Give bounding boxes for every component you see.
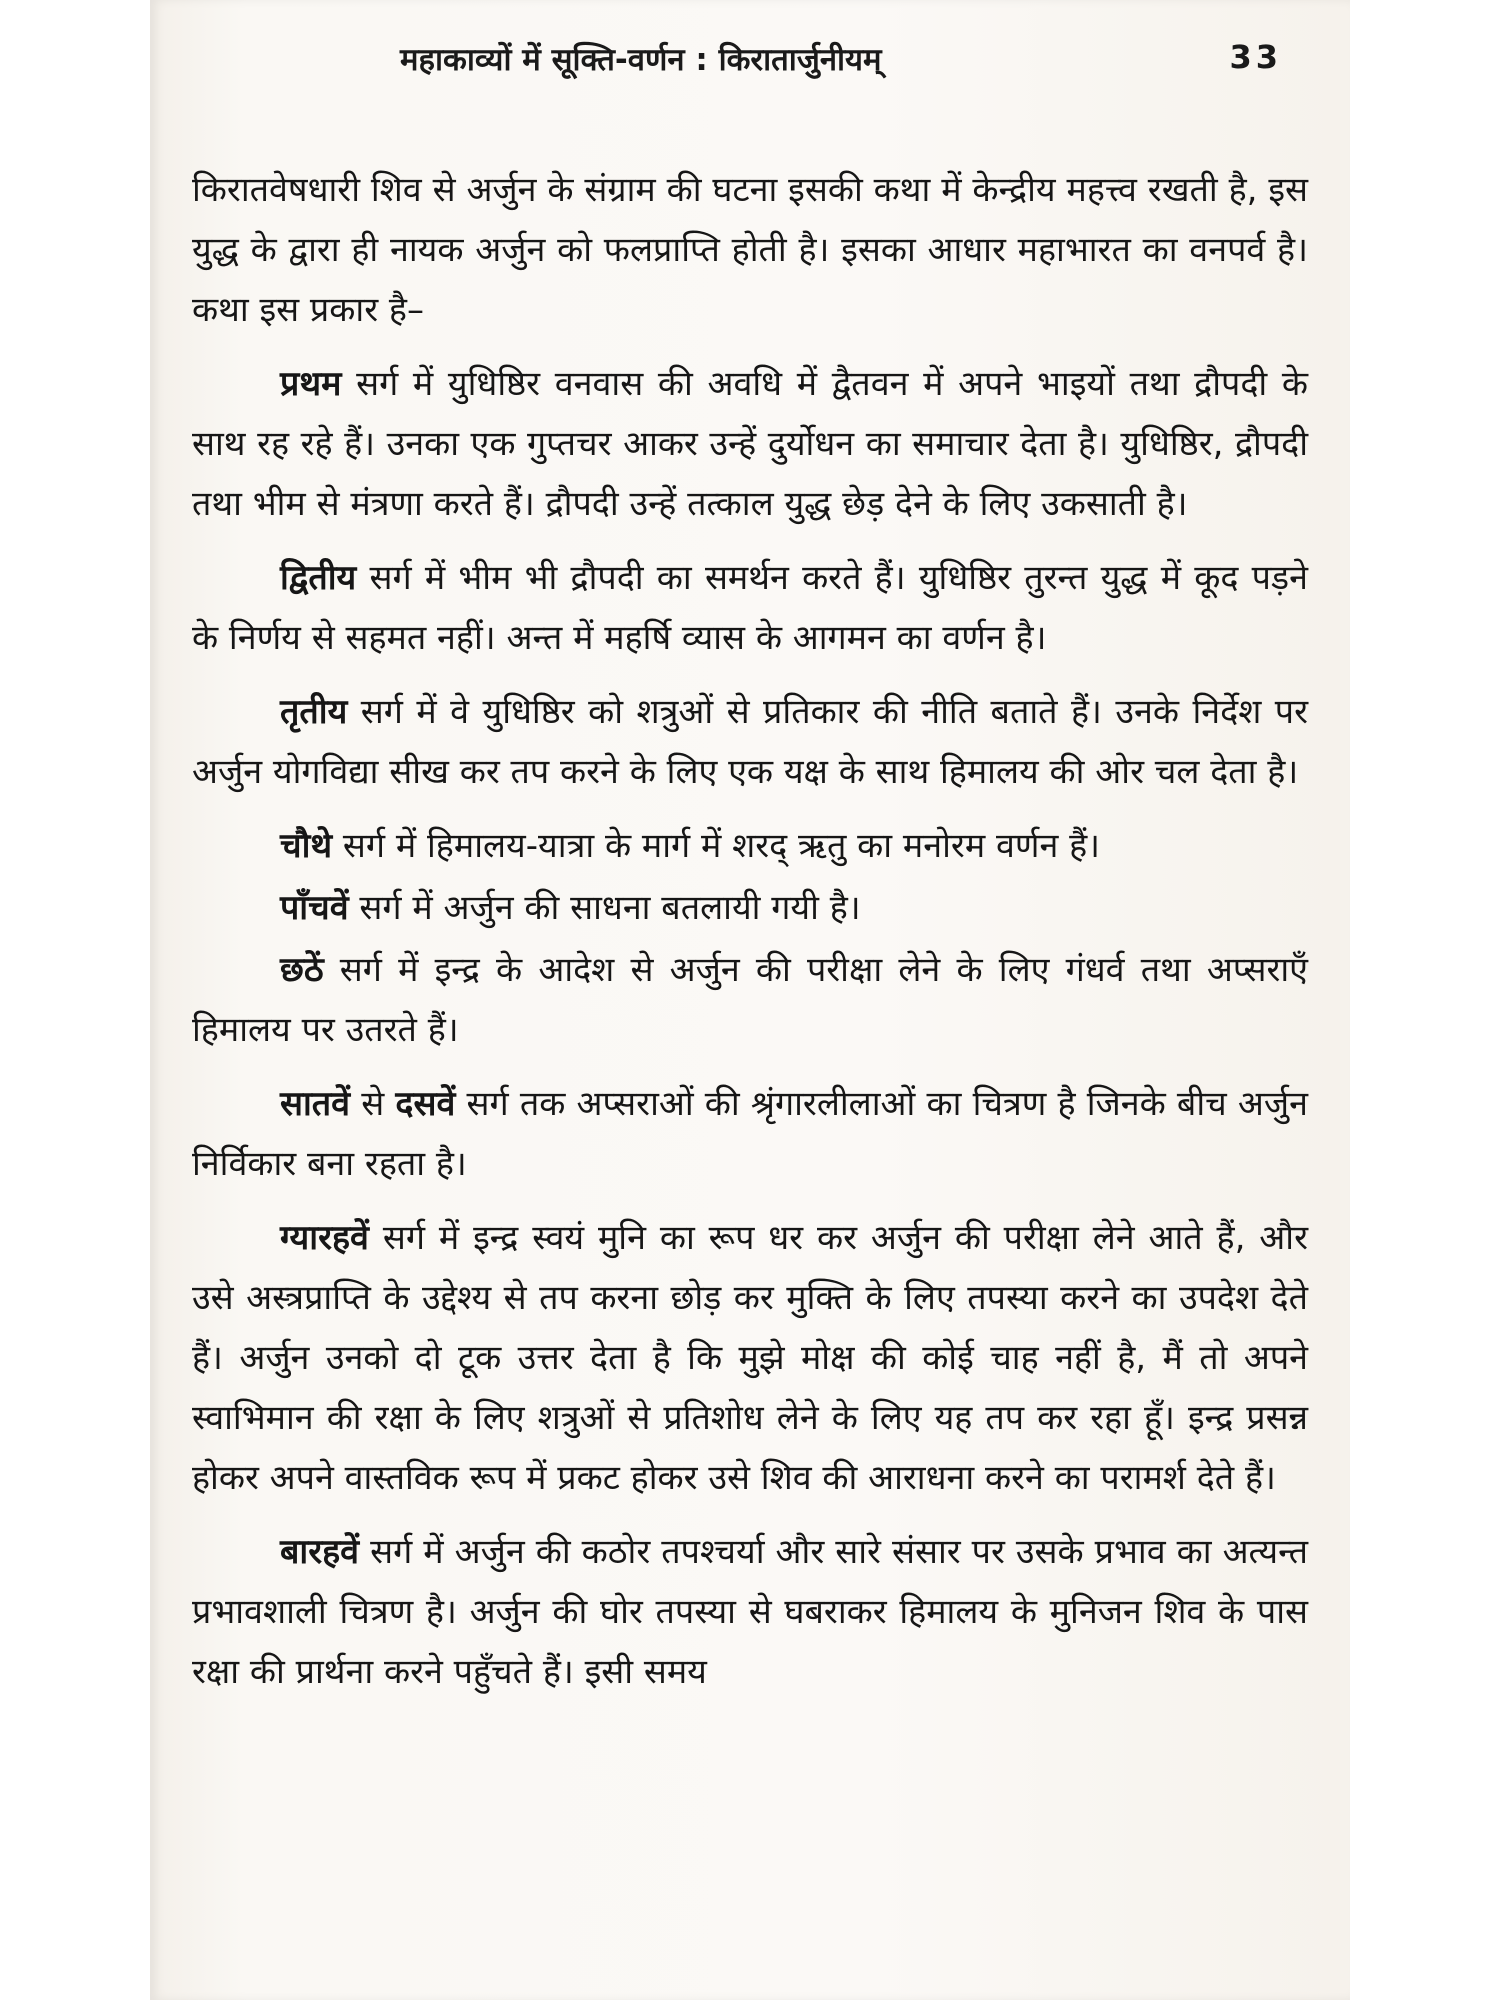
paragraph-canto-12 bbox=[192, 1522, 1308, 1702]
paragraph-canto-1 bbox=[192, 354, 1308, 534]
canto-lead: बारहवें bbox=[280, 1532, 360, 1572]
book-page bbox=[150, 0, 1350, 2000]
paragraph-text: सर्ग में अर्जुन की कठोर तपश्चर्या और सारे संसार पर उसके प्रभाव का अत्यन्त प्रभावशाली चित्रण है। अर्जुन की घोर तपस्या से घबराकर हिमालय के मुनिजन शिव के पास रक्षा की प्रार्थना करने पहुँचते हैं। इसी समय bbox=[192, 1532, 1308, 1692]
scan-right-margin bbox=[1350, 0, 1500, 2000]
paragraph-text: सर्ग में वे युधिष्ठिर को शत्रुओं से प्रतिकार की नीति बताते हैं। उनके निर्देश पर अर्जुन योगविद्या सीख कर तप करने के लिए एक यक्ष के साथ हिमालय की ओर चल देता है। bbox=[192, 692, 1308, 792]
canto-lead: प्रथम bbox=[280, 364, 342, 404]
canto-lead: चौथे bbox=[280, 826, 333, 866]
paragraph-text: किरातवेषधारी शिव से अर्जुन के संग्राम की घटना इसकी कथा में केन्द्रीय महत्त्व रखती है, इस युद्ध के द्वारा ही नायक अर्जुन को फलप्राप्ति होती है। इसका आधार महाभारत का वनपर्व है। कथा इस प्रकार है– bbox=[192, 170, 1308, 330]
paragraph-text: सर्ग तक अप्सराओं की श्रृंगारलीलाओं का चित्रण है जिनके बीच अर्जुन निर्विकार बना रहता है। bbox=[192, 1084, 1308, 1184]
canto-lead: सातवें bbox=[280, 1084, 351, 1124]
paragraph-text: सर्ग में भीम भी द्रौपदी का समर्थन करते हैं। युधिष्ठिर तुरन्त युद्ध में कूद पड़ने के निर्णय से सहमत नहीं। अन्त में महर्षि व्यास के आगमन का वर्णन है। bbox=[192, 558, 1308, 658]
paragraph-text: सर्ग में अर्जुन की साधना बतलायी गयी है। bbox=[348, 888, 861, 928]
paragraph-canto-11 bbox=[192, 1208, 1308, 1508]
paragraph-canto-5 bbox=[192, 878, 1308, 938]
paragraph-intro bbox=[192, 160, 1308, 340]
paragraph-canto-3 bbox=[192, 682, 1308, 802]
paragraph-connector: से bbox=[350, 1084, 396, 1124]
body-text bbox=[192, 160, 1308, 1716]
paragraph-text: सर्ग में हिमालय-यात्रा के मार्ग में शरद् ऋतु का मनोरम वर्णन हैं। bbox=[332, 826, 1101, 866]
paragraph-text: सर्ग में इन्द्र के आदेश से अर्जुन की परीक्षा लेने के लिए गंधर्व तथा अप्सराएँ हिमालय पर उतरते हैं। bbox=[192, 950, 1308, 1050]
scan-left-margin bbox=[0, 0, 150, 2000]
paragraph-text: सर्ग में युधिष्ठिर वनवास की अवधि में द्वैतवन में अपने भाइयों तथा द्रौपदी के साथ रह रहे हैं। उनका एक गुप्तचर आकर उन्हें दुर्योधन का समाचार देता है। युधिष्ठिर, द्रौपदी तथा भीम से मंत्रणा करते हैं। द्रौपदी उन्हें तत्काल युद्ध छेड़ देने के लिए उकसाती है। bbox=[192, 364, 1308, 524]
paragraph-canto-6 bbox=[192, 940, 1308, 1060]
canto-lead: पाँचवें bbox=[280, 888, 349, 928]
paragraph-canto-2 bbox=[192, 548, 1308, 668]
page-header bbox=[150, 38, 1350, 88]
canto-lead: ग्यारहवें bbox=[280, 1218, 369, 1258]
running-title: महाकाव्यों में सूक्ति-वर्णन : किरातार्जुनीयम् bbox=[400, 42, 882, 78]
paragraph-canto-7-10 bbox=[192, 1074, 1308, 1194]
canto-lead-end: दसवें bbox=[395, 1084, 456, 1124]
canto-lead: द्वितीय bbox=[280, 558, 357, 598]
canto-lead: तृतीय bbox=[280, 692, 348, 732]
page-number: 33 bbox=[1229, 38, 1282, 76]
canto-lead: छठें bbox=[280, 950, 324, 990]
paragraph-canto-4 bbox=[192, 816, 1308, 876]
paragraph-text: सर्ग में इन्द्र स्वयं मुनि का रूप धर कर अर्जुन की परीक्षा लेने आते हैं, और उसे अस्त्रप्राप्ति के उद्देश्य से तप करना छोड़ कर मुक्ति के लिए तपस्या करने का उपदेश देते हैं। अर्जुन उनको दो टूक उत्तर देता है कि मुझे मोक्ष की कोई चाह नहीं है, मैं तो अपने स्वाभिमान की रक्षा के लिए शत्रुओं से प्रतिशोध लेने के लिए यह तप कर रहा हूँ। इन्द्र प्रसन्न होकर अपने वास्तविक रूप में प्रकट होकर उसे शिव की आराधना करने का परामर्श देते हैं। bbox=[192, 1218, 1308, 1498]
